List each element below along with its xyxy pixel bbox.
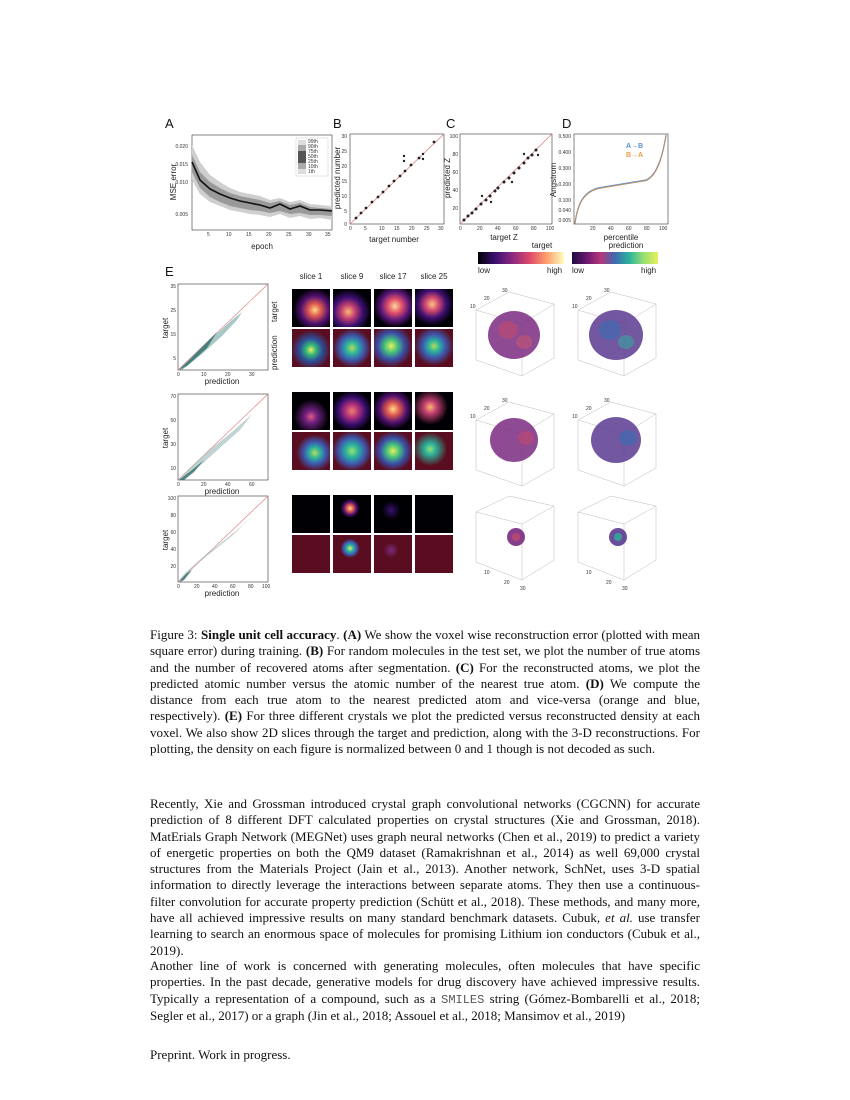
slice-image: [415, 432, 453, 470]
e2-xtick: 20: [201, 482, 207, 488]
c-xtick: 40: [495, 226, 501, 232]
e1-xtick: 0: [177, 372, 180, 378]
slice-image: [374, 535, 412, 573]
slice-title: slice 17: [379, 272, 407, 281]
para1-etal: et al.: [605, 910, 633, 926]
a-ytick: 0.010: [175, 180, 188, 186]
panel-a-mse-plot: [170, 130, 335, 260]
e3-xlabel: prediction: [204, 589, 240, 598]
a-ylabel: MSE error: [169, 163, 178, 201]
paragraph-generative: [150, 958, 700, 1024]
caption-c-text: For the reconstructed atoms, we plot the predicted atomic number versus the atomic number of the nearest true atom.: [150, 659, 701, 691]
b-xtick: 5: [364, 226, 367, 232]
colorbar-prediction: [572, 252, 658, 264]
b-xtick: 10: [379, 226, 385, 232]
c-ytick: 40: [452, 188, 458, 194]
cube-prediction-1: [566, 280, 666, 380]
cube-tick: 20: [484, 296, 490, 302]
slice-image: [333, 495, 371, 533]
d-ytick: 0.040: [558, 208, 571, 214]
e1-ytick: 5: [173, 356, 176, 362]
a-ytick: 0.005: [175, 212, 188, 218]
slice-image: [374, 432, 412, 470]
colorbar-target-high: high: [547, 266, 563, 275]
a-xtick: 35: [325, 232, 331, 238]
a-xlabel: epoch: [251, 242, 273, 251]
slice-image: [374, 289, 412, 327]
caption-b-label: (B): [305, 643, 324, 659]
e-scatter-2: [162, 390, 272, 495]
e2-ytick: 10: [170, 466, 176, 472]
slice-image: [415, 289, 453, 327]
cube-tick: 10: [572, 304, 578, 310]
panel-b-count-plot: [334, 130, 448, 250]
para2-text1: Another line of work is concerned with generating molecules, often molecules that have specific properties. In the past decade, generative models for drug discovery have achieved impressive results. Typically a representation of a compound, such as a: [150, 958, 700, 1006]
cube-tick: 20: [504, 580, 510, 586]
c-xtick: 100: [546, 226, 555, 232]
caption-a-text: We show the voxel wise reconstruction error (plotted with mean square error) during training.: [150, 627, 701, 659]
e1-xtick: 20: [225, 372, 231, 378]
cube-tick: 30: [604, 288, 610, 294]
caption-e-label: (E): [224, 708, 243, 724]
e2-ytick: 50: [170, 418, 176, 424]
e3-xtick: 60: [230, 584, 236, 590]
slice-image: [292, 289, 330, 327]
slice-image: [333, 535, 371, 573]
panel-label-a: A: [165, 116, 174, 131]
cube-tick: 20: [484, 406, 490, 412]
cube-target-2: [464, 390, 564, 490]
panel-label-e: E: [165, 264, 174, 279]
a-legend-item: 1th: [308, 169, 315, 175]
b-ytick: 20: [341, 164, 347, 170]
e3-xtick: 100: [262, 584, 271, 590]
e-scatter-1: [162, 280, 272, 385]
e3-xtick: 40: [212, 584, 218, 590]
b-ytick: 10: [341, 194, 347, 200]
e1-xtick: 30: [249, 372, 255, 378]
c-xtick: 60: [513, 226, 519, 232]
d-ytick: 0.100: [558, 198, 571, 204]
d-ytick: 0.400: [558, 150, 571, 156]
e2-xlabel: prediction: [204, 487, 240, 496]
b-ytick: 15: [341, 179, 347, 185]
a-xtick: 10: [226, 232, 232, 238]
b-ytick: 5: [344, 209, 347, 215]
caption-c-label: (C): [455, 659, 474, 675]
e1-ytick: 15: [170, 332, 176, 338]
cube-tick: 30: [604, 398, 610, 404]
caption-d-text: We compute the distance from each true atom to the nearest predicted atom and vice-versa (orange and blue, respectively).: [150, 675, 700, 724]
cube-tick: 30: [520, 586, 526, 592]
e2-xtick: 0: [177, 482, 180, 488]
d-legend-ba: B→A: [626, 152, 644, 159]
slice-image: [374, 392, 412, 430]
slice-image: [415, 392, 453, 430]
cube-tick: 10: [470, 414, 476, 420]
cube-tick: 30: [502, 288, 508, 294]
e1-xlabel: prediction: [204, 377, 240, 386]
caption-e-text: For three different crystals we plot the predicted versus reconstructed density at each voxel. We also show 2D slices through the target and prediction, along with the 3-D reconstructions. For plotting, the density on each figure is normalized between 0 and 1 though is not decoded as such.: [150, 708, 700, 757]
a-legend-item: 90th: [308, 144, 318, 150]
a-legend-item: 10th: [308, 164, 318, 170]
d-xtick: 20: [590, 226, 596, 232]
c-ytick: 80: [452, 152, 458, 158]
slice-image: [292, 392, 330, 430]
b-ylabel: predicted number: [333, 146, 342, 210]
panel-label-d: D: [562, 116, 572, 131]
c-xtick: 80: [531, 226, 537, 232]
c-ytick: 100: [449, 134, 458, 140]
slice-image: [374, 495, 412, 533]
e2-ytick: 30: [170, 442, 176, 448]
colorbar-target: [478, 252, 564, 264]
d-xtick: 80: [644, 226, 650, 232]
para1-text2: use transfer learning to search an enormous space of molecules for promising Lithium ion conductors (Cubuk et al., 2019).: [150, 910, 700, 958]
e3-ytick: 80: [170, 513, 176, 519]
slice-image: [333, 329, 371, 367]
e3-ytick: 40: [170, 547, 176, 553]
paragraph-related-work: [150, 796, 700, 959]
slice-image: [415, 495, 453, 533]
slice-image: [415, 329, 453, 367]
e2-ylabel: target: [161, 427, 170, 449]
slice-image: [333, 392, 371, 430]
e1-ytick: 25: [170, 308, 176, 314]
e3-ytick: 20: [170, 564, 176, 570]
slice-image: [374, 329, 412, 367]
a-xtick: 30: [306, 232, 312, 238]
slice-title: slice 9: [340, 272, 364, 281]
c-xtick: 0: [459, 226, 462, 232]
caption-b-text: For random molecules in the test set, we plot the number of true atoms and the number of recovered atoms after segmentation.: [150, 643, 700, 675]
colorbar-prediction-title: prediction: [608, 241, 644, 250]
e2-xtick: 40: [225, 482, 231, 488]
cube-tick: 20: [606, 580, 612, 586]
colorbar-target-low: low: [478, 266, 491, 275]
cube-tick: 30: [502, 398, 508, 404]
b-ytick: 0: [344, 222, 347, 228]
row-label-target: target: [270, 301, 279, 322]
figure-caption: Figure 3: Single unit cell accuracy. (A) We show the voxel wise reconstruction error (plotted with mean square error) during training. (B) For random molecules in the test set, we plot the number of true atoms and the number of recovered atoms after segmentation. (C) For the reconstructed atoms, we plot the predicted atomic number versus the atomic number of the nearest true atom. (D) We compute the distance from each true atom to the nearest predicted atom and vice-versa (orange and blue, respectively). (E) For three different crystals we plot the predicted versus reconstructed density at each voxel. We also show 2D slices through the target and prediction, along with the 3-D reconstructions. For plotting, the density on each figure is normalized between 0 and 1 though is not decoded as such.: [150, 627, 701, 757]
e3-xtick: 80: [248, 584, 254, 590]
panel-label-c: C: [446, 116, 456, 131]
cube-prediction-2: [566, 390, 666, 490]
b-xtick: 25: [424, 226, 430, 232]
e3-ytick: 60: [170, 530, 176, 536]
slice-image: [292, 329, 330, 367]
e3-ytick: 100: [167, 496, 176, 502]
d-ytick: 0.200: [558, 182, 571, 188]
a-xtick: 25: [286, 232, 292, 238]
cube-tick: 30: [622, 586, 628, 592]
caption-title: Single unit cell accuracy: [201, 627, 337, 642]
a-legend-item: 50th: [308, 154, 318, 160]
d-xtick: 40: [608, 226, 614, 232]
para1-text1: Recently, Xie and Grossman introduced crystal graph convolutional networks (CGCNN) for accurate prediction of 8 different DFT calculated properties on crystal structures (Xie and Grossman, 2018). MatErials Graph Network (MEGNet) uses graph neural networks (Chen et al., 2019) to predict a variety of energetic properties on both the QM9 dataset (Ramakrishnan et al., 2014) as well 69,000 crystal structures from the Materials Project (Jain et al., 2013). Another network, SchNet, uses 3-D spatial information to directly leverage the interactions between separate atoms. They then use a continuous-filter convolution for accurate property prediction (Schütt et al., 2018). These methods, and many more, have all achieved impressive results on many standard benchmark datasets. Cubuk,: [150, 796, 700, 926]
a-legend-item: 75th: [308, 149, 318, 155]
e2-xtick: 60: [249, 482, 255, 488]
d-xtick: 60: [626, 226, 632, 232]
d-ytick: 0.500: [558, 134, 571, 140]
c-ylabel: predicted Z: [443, 157, 452, 199]
b-xlabel: target number: [369, 235, 419, 244]
a-ytick: 0.015: [175, 162, 188, 168]
cube-tick: 20: [586, 406, 592, 412]
caption-d-label: (D): [585, 675, 604, 691]
d-xtick: 100: [659, 226, 668, 232]
slice-title: slice 25: [420, 272, 448, 281]
c-ytick: 20: [452, 206, 458, 212]
e1-ytick: 35: [170, 284, 176, 290]
b-xtick: 30: [438, 226, 444, 232]
e3-ylabel: target: [161, 529, 170, 551]
b-ytick: 30: [341, 134, 347, 140]
d-legend-ab: A→B: [626, 143, 644, 150]
a-xtick: 20: [266, 232, 272, 238]
para2-smiles: SMILES: [441, 992, 485, 1007]
d-xlabel: percentile: [603, 233, 639, 242]
e1-xtick: 10: [201, 372, 207, 378]
panel-c-z-plot: [443, 130, 556, 250]
colorbar-target-title: target: [531, 241, 553, 250]
a-legend-item: 99th: [308, 139, 318, 145]
b-ytick: 25: [341, 149, 347, 155]
panel-label-b: B: [333, 116, 342, 131]
colorbar-prediction-high: high: [641, 266, 657, 275]
slice-image: [292, 495, 330, 533]
a-ytick: 0.020: [175, 144, 188, 150]
cube-tick: 10: [586, 570, 592, 576]
caption-a-label: (A): [343, 627, 362, 642]
b-xtick: 20: [409, 226, 415, 232]
e1-ylabel: target: [161, 317, 170, 339]
b-xtick: 15: [394, 226, 400, 232]
cube-tick: 10: [572, 414, 578, 420]
colorbar-prediction-low: low: [572, 266, 585, 275]
e3-xtick: 20: [194, 584, 200, 590]
e2-ytick: 70: [170, 394, 176, 400]
cube-prediction-3: [566, 492, 666, 597]
slice-image: [292, 535, 330, 573]
cube-target-1: [464, 280, 564, 380]
a-xtick: 5: [207, 232, 210, 238]
slice-image: [333, 289, 371, 327]
caption-prefix: Figure 3:: [150, 627, 198, 642]
para2-text2: string (Gómez-Bombarelli et al., 2018; Segler et al., 2017) or a graph (Jin et al., 2018; Assouel et al., 2018; Mansimov et al., 2019): [150, 990, 700, 1023]
slice-title: slice 1: [299, 272, 323, 281]
c-xtick: 20: [477, 226, 483, 232]
a-legend-item: 25th: [308, 159, 318, 165]
cube-target-3: [464, 492, 564, 597]
c-xlabel: target Z: [490, 233, 518, 242]
slice-image: [333, 432, 371, 470]
cube-tick: 10: [470, 304, 476, 310]
panel-d-distance-plot: [548, 130, 673, 250]
footer-preprint: Preprint. Work in progress.: [150, 1047, 291, 1062]
cube-tick: 20: [586, 296, 592, 302]
b-xtick: 0: [349, 226, 352, 232]
slice-image: [292, 432, 330, 470]
a-xtick: 15: [246, 232, 252, 238]
d-ytick: 0.300: [558, 166, 571, 172]
d-ytick: 0.005: [558, 218, 571, 224]
cube-tick: 10: [484, 570, 490, 576]
c-ytick: 60: [452, 170, 458, 176]
e-scatter-3: [162, 492, 272, 597]
e3-xtick: 0: [177, 584, 180, 590]
d-ylabel: Angstrom: [549, 162, 558, 198]
row-label-prediction: prediction: [270, 335, 279, 370]
slice-image: [415, 535, 453, 573]
